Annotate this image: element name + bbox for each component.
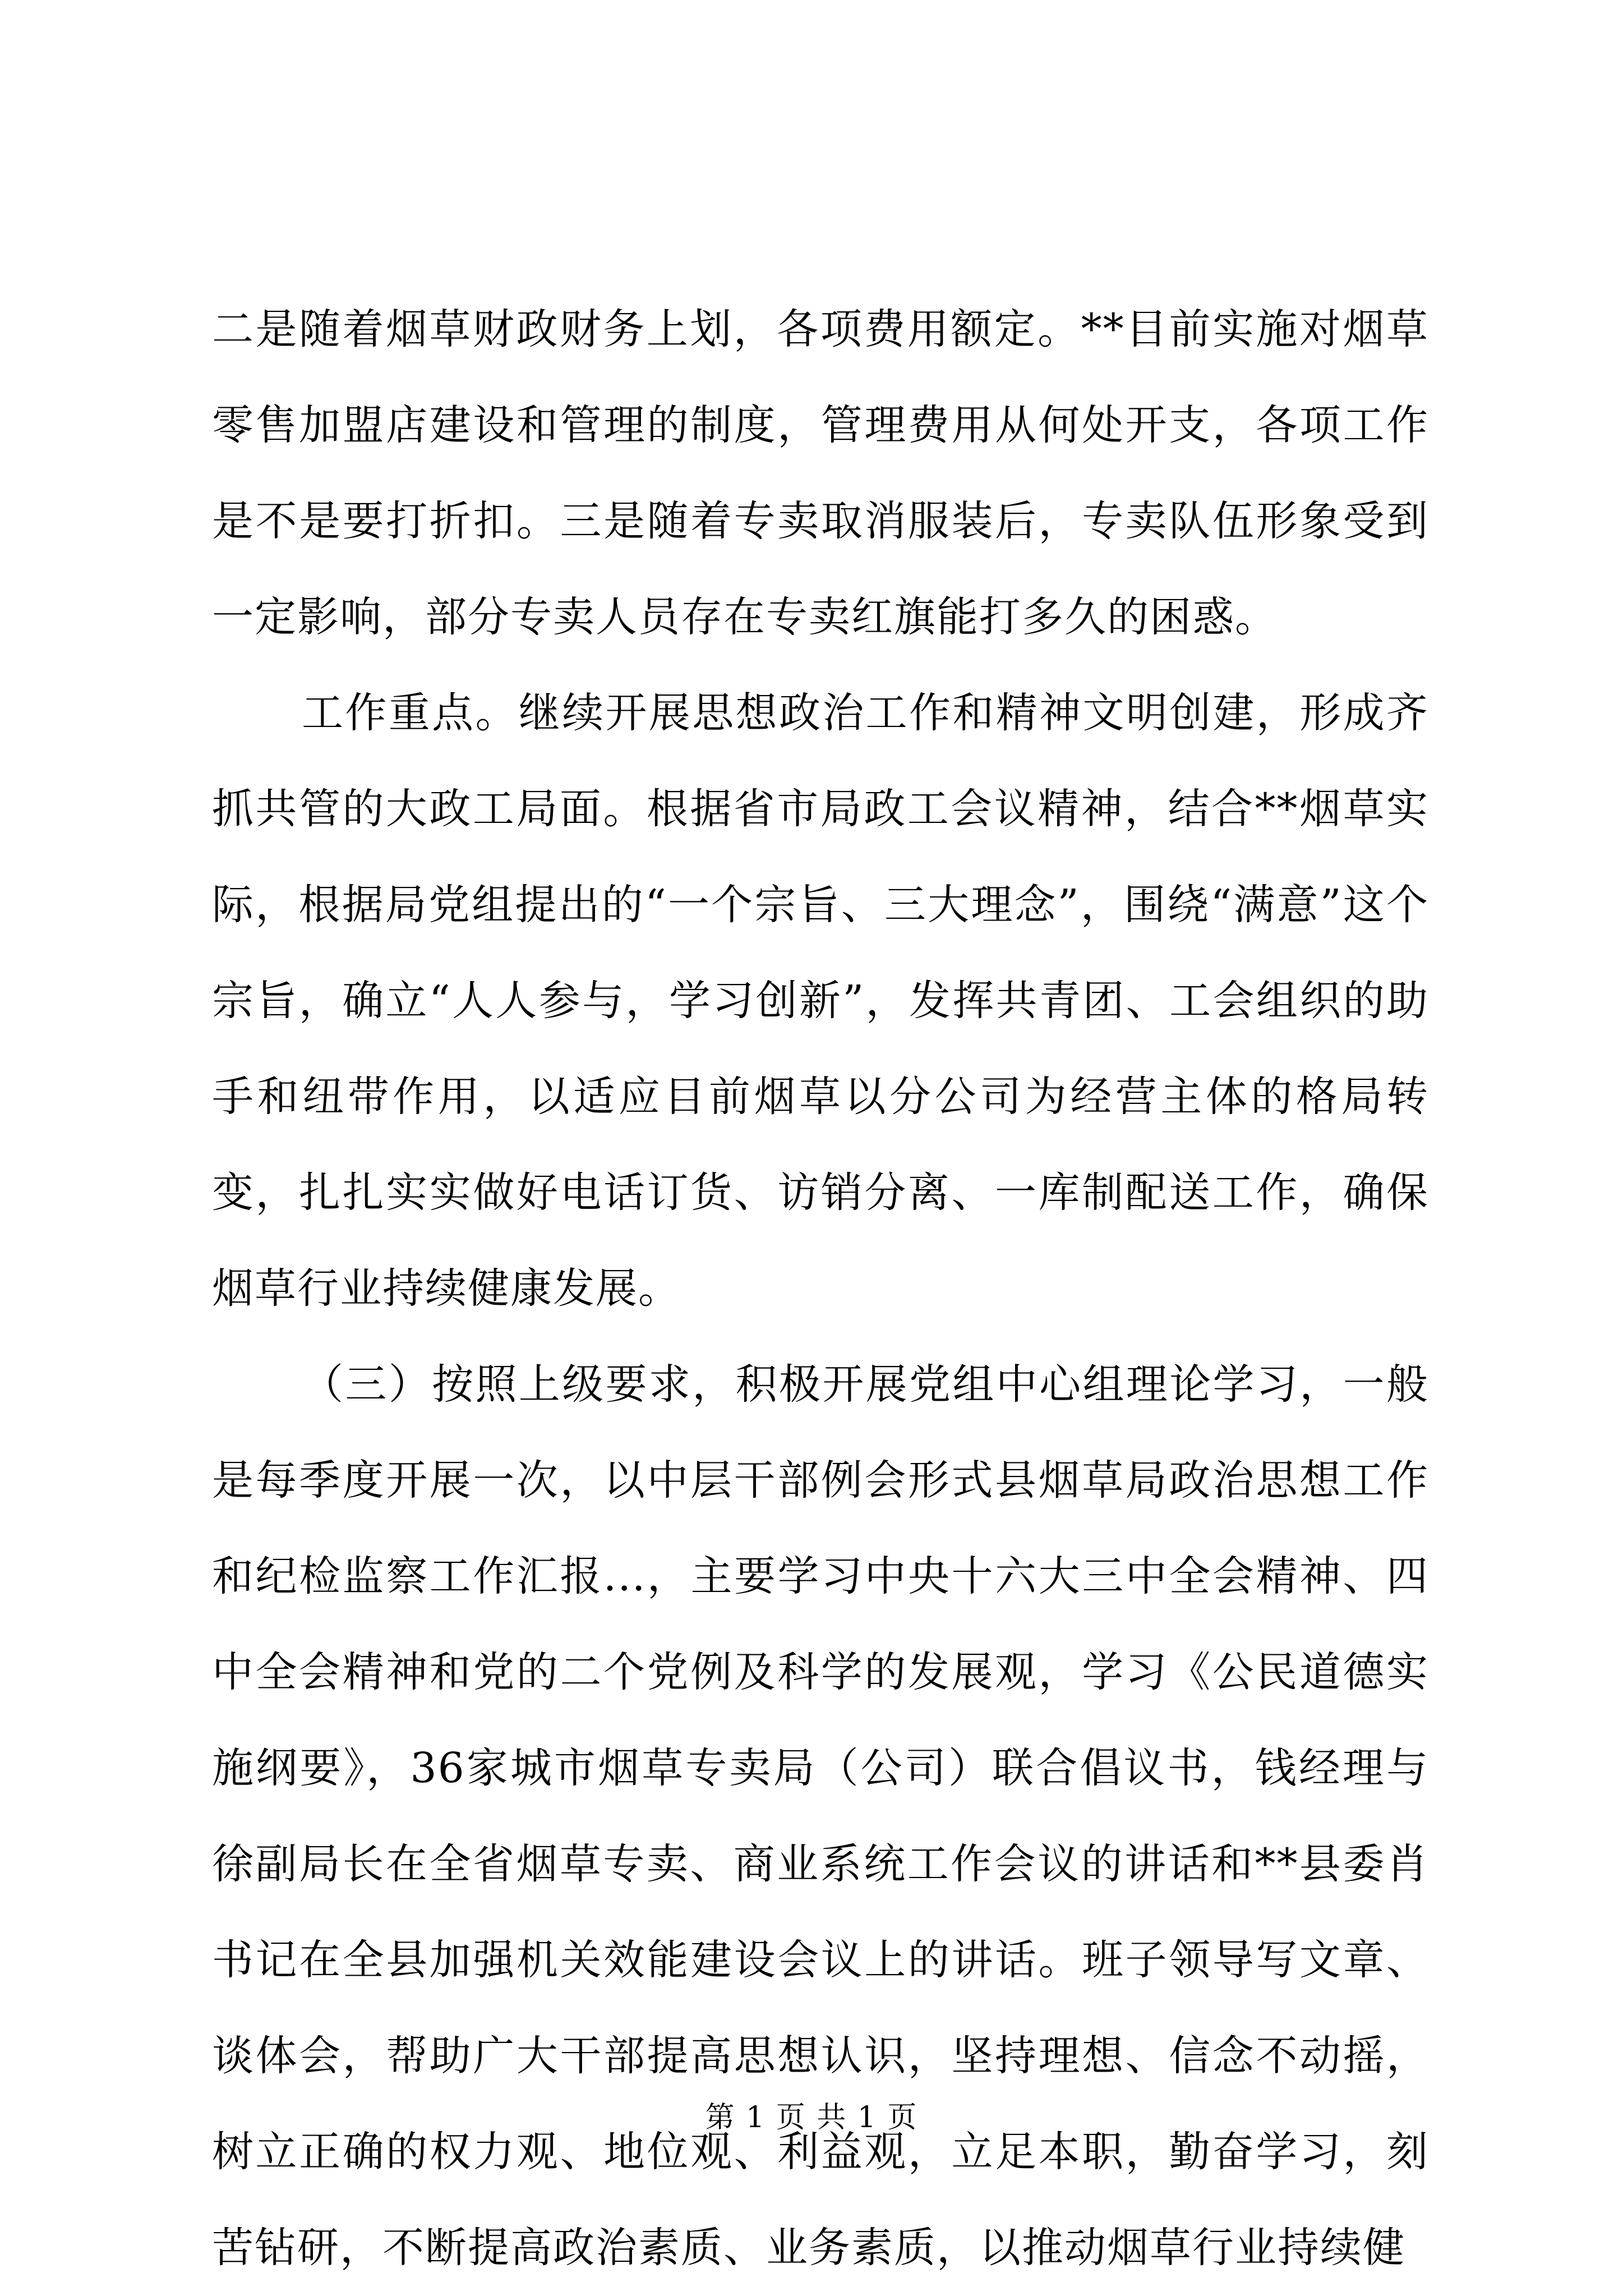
page-footer: 第 1 页 共 1 页 xyxy=(705,2101,918,2134)
paragraph-3: （三）按照上级要求，积极开展党组中心组理论学习，一般是每季度开展一次，以中层干部例会形式县烟草局政治思想工作和纪检监察工作汇报...，主要学习中央十六大三中全会精神、四中全会精神和党的二个党例及科学的发展观，学习《公民道德实施纲要》，36家城市烟草专卖局（公司）联合倡议书，钱经理与徐副局长在全省烟草专卖、商业系统工作会议的讲话和**县委肖书记在全县加强机关效能建设会议上的讲话。班子领导写文章、谈体会，帮助广大干部提高思想认识，坚持理想、信念不动摇，树立正确的权力观、地位观、利益观，立足本职，勤奋学习，刻苦钻研，不断提高政治素质、业务素质，以推动烟草行业持续健 xyxy=(212,1360,1429,2272)
document-body xyxy=(212,282,1429,2296)
paragraph-1: 二是随着烟草财政财务上划，各项费用额定。**目前实施对烟草零售加盟店建设和管理的制度，管理费用从何处开支，各项工作是不是要打折扣。三是随着专卖取消服装后，专卖队伍形象受到一定影响，部分专卖人员存在专卖红旗能打多久的困惑。 xyxy=(212,305,1429,641)
paragraph-2: 工作重点。继续开展思想政治工作和精神文明创建，形成齐抓共管的大政工局面。根据省市局政工会议精神，结合**烟草实际，根据局党组提出的“一个宗旨、三大理念”，围绕“满意”这个宗旨，确立“人人参与，学习创新”，发挥共青团、工会组织的助手和纽带作用，以适应目前烟草以分公司为经营主体的格局转变，扎扎实实做好电话订货、访销分离、一库制配送工作，确保烟草行业持续健康发展。 xyxy=(212,689,1429,1313)
